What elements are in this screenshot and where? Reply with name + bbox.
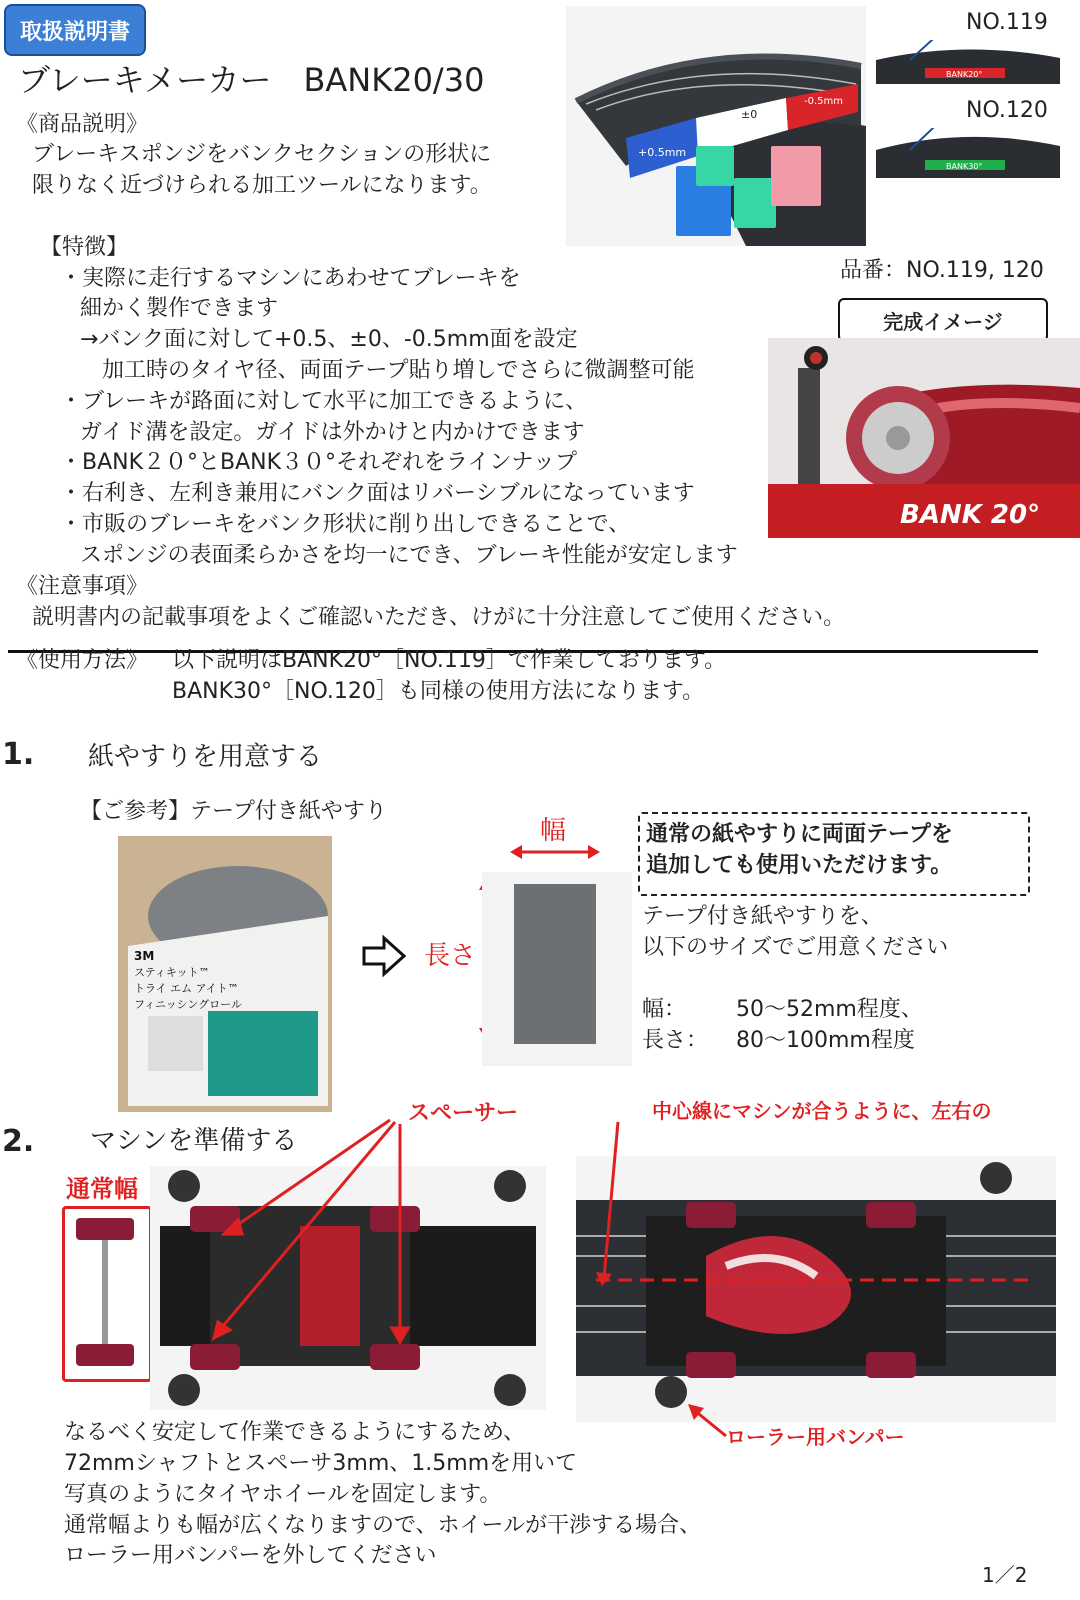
normal-width-label: 通常幅 bbox=[66, 1175, 138, 1203]
page-number: 1／2 bbox=[982, 1563, 1028, 1587]
sandpaper-sheet bbox=[514, 884, 596, 1044]
step2-desc-line: 写真のようにタイヤホイールを固定します。 bbox=[64, 1482, 502, 1507]
page-title: ブレーキメーカー BANK20/30 bbox=[18, 61, 485, 99]
center-note: 中心線にマシンが合うように、左右の bbox=[652, 1099, 992, 1123]
bank20-tool-photo bbox=[870, 40, 1060, 90]
length-label: 長さ bbox=[424, 941, 477, 971]
step2-number: 2. bbox=[2, 1124, 35, 1159]
note-line: 追加しても使用いただけます。 bbox=[646, 853, 953, 878]
tool-minus-label: -0.5mm bbox=[804, 96, 843, 107]
size-desc-line: 以下のサイズでご用意ください bbox=[642, 935, 949, 960]
manual-badge: 取扱説明書 bbox=[4, 4, 146, 56]
part-no119: NO.119 bbox=[966, 10, 1048, 35]
step1-reference: 【ご参考】テープ付き紙やすり bbox=[80, 799, 387, 824]
bank20-label: BANK20° bbox=[946, 70, 983, 79]
spacer-arrows-icon bbox=[200, 1110, 460, 1354]
feature-line: ガイド溝を設定。ガイドは外かけと内かけできます bbox=[80, 420, 585, 445]
bank20-banner: BANK 20° bbox=[900, 500, 1041, 530]
size-desc-line: テープ付き紙やすりを、 bbox=[642, 904, 883, 929]
feature-line: 加工時のタイヤ径、両面テープ貼り増しでさらに微調整可能 bbox=[102, 358, 695, 383]
step2-desc-line: 通常幅よりも幅が広くなりますので、ホイールが干渉する場合、 bbox=[64, 1513, 702, 1538]
feature-line: ・BANK２０°とBANK３０°それぞれをラインナップ bbox=[60, 450, 577, 475]
part-numbers: 品番：NO.119, 120 bbox=[840, 258, 1044, 283]
sandpaper-box-photo bbox=[118, 836, 332, 1112]
feature-line: ・ブレーキが路面に対して水平に加工できるように、 bbox=[60, 389, 588, 414]
product-desc-line: ブレーキスポンジをバンクセクションの形状に bbox=[32, 142, 492, 167]
bank30-label: BANK30° bbox=[946, 162, 983, 171]
bank30-tool-photo bbox=[870, 128, 1060, 186]
usage-line: 以下説明はBANK20°［NO.119］で作業しております。 bbox=[172, 648, 727, 673]
box-line: トライ エム アイト™ bbox=[134, 982, 239, 995]
bumper-arrow-icon bbox=[686, 1402, 730, 1444]
step2-desc-line: なるべく安定して作業できるようにするため、 bbox=[64, 1420, 526, 1445]
feature-line: ・右利き、左利き兼用にバンク面はリバーシブルになっています bbox=[60, 481, 695, 506]
feature-line: ・実際に走行するマシンにあわせてブレーキを bbox=[60, 266, 521, 291]
step1-title: 紙やすりを用意する bbox=[88, 742, 323, 772]
feature-line: スポンジの表面柔らかさを均一にでき、ブレーキ性能が安定します bbox=[80, 543, 738, 568]
note-line: 通常の紙やすりに両面テープを bbox=[646, 822, 953, 847]
center-note-arrow-icon bbox=[590, 1118, 630, 1294]
step1-number: 1. bbox=[2, 737, 35, 772]
step2-desc-line: ローラー用バンパーを外してください bbox=[64, 1543, 437, 1568]
caution-text: 説明書内の記載事項をよくご確認いただき、けがに十分注意してご使用ください。 bbox=[32, 605, 846, 630]
step2-desc-line: 72mmシャフトとスペーサ3mm、1.5mmを用いて bbox=[64, 1451, 578, 1476]
tool-photo bbox=[566, 6, 866, 246]
length-key: 長さ： bbox=[642, 1028, 709, 1053]
width-key: 幅： bbox=[642, 997, 687, 1022]
product-desc-line: 限りなく近づけられる加工ツールになります。 bbox=[32, 173, 492, 198]
box-line: スティキット™ bbox=[134, 966, 210, 979]
complete-machine-photo bbox=[768, 338, 1080, 538]
width-arrow-icon bbox=[508, 840, 602, 868]
feature-line: ・市販のブレーキをバンク形状に削り出しできることで、 bbox=[60, 512, 631, 537]
feature-line: →バンク面に対して+0.5、±0、-0.5mm面を設定 bbox=[80, 327, 578, 352]
features-label: 【特徴】 bbox=[40, 235, 129, 260]
width-value: 50〜52mm程度、 bbox=[736, 997, 923, 1022]
right-arrow-icon bbox=[360, 934, 408, 982]
tool-plus-label: +0.5mm bbox=[638, 146, 687, 159]
wheel-axle-photo bbox=[68, 1214, 142, 1374]
machine-on-tool-photo bbox=[576, 1156, 1056, 1422]
feature-line: 細かく製作できます bbox=[80, 296, 279, 321]
box-brand: 3M bbox=[134, 949, 155, 963]
box-line: フィニッシングロール bbox=[134, 998, 242, 1011]
step2-title: マシンを準備する bbox=[90, 1126, 298, 1156]
complete-image-label: 完成イメージ bbox=[838, 298, 1048, 342]
spacer-label: スペーサー bbox=[408, 1101, 519, 1126]
bumper-label: ローラー用バンパー bbox=[726, 1425, 905, 1449]
caution-label: 《注意事項》 bbox=[16, 574, 149, 599]
width-label: 幅 bbox=[540, 816, 567, 846]
usage-line: BANK30°［NO.120］も同様の使用方法になります。 bbox=[172, 679, 705, 704]
tool-zero-label: ±0 bbox=[741, 108, 758, 121]
part-no120: NO.120 bbox=[966, 98, 1048, 123]
product-section-label: 《商品説明》 bbox=[16, 112, 149, 137]
usage-label: 《使用方法》 bbox=[16, 648, 149, 673]
length-value: 80〜100mm程度 bbox=[736, 1028, 915, 1053]
